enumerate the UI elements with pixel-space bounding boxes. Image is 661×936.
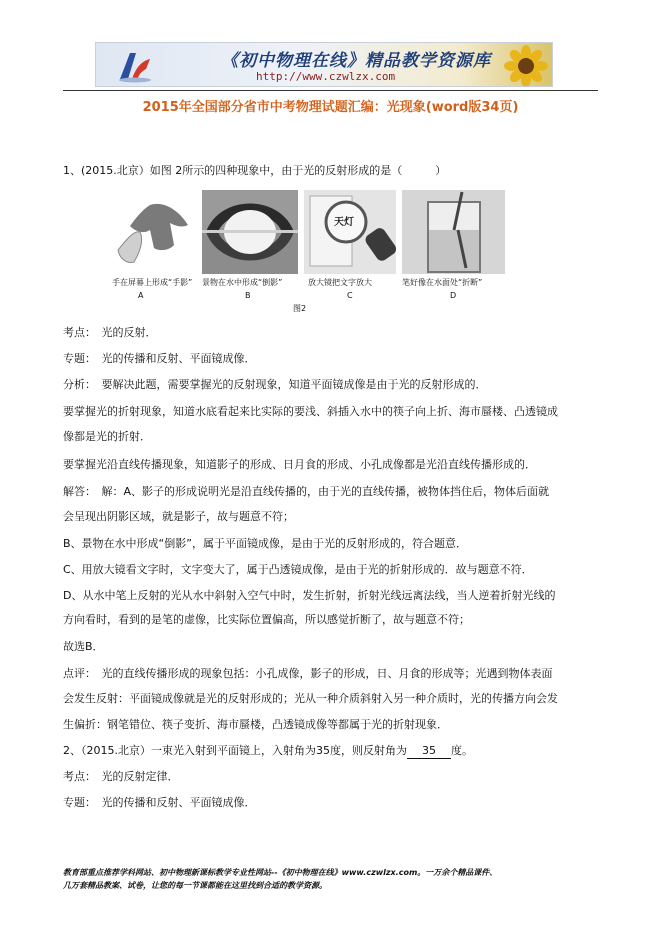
page-footer	[63, 866, 497, 892]
q2-line: 考点： 光的反射定律．	[63, 770, 179, 783]
q1-line: 专题： 光的传播和反射、平面镜成像．	[63, 352, 256, 365]
figure-2-photos	[110, 190, 505, 314]
q1-line: 要掌握光沿直线传播现象，知道影子的形成、日月食的形成、小孔成像都是光沿直线传播形成的．	[63, 458, 536, 471]
q2-answer-blank: 35	[407, 744, 451, 759]
banner-title: 《初中物理在线》精品教学资源库	[221, 51, 491, 71]
photo-d-pencil-in-water	[402, 190, 505, 274]
figure-label: 图2	[293, 304, 307, 313]
header-banner	[95, 42, 553, 87]
q2-stem-before: 2、（2015.北京）一束光入射到平面镜上，入射角为35度，则反射角为	[63, 744, 407, 757]
q1-line: 要掌握光的折射现象，知道水底看起来比实际的要浅、斜插入水中的筷子向上折、海市蜃楼、凸透镜成	[63, 405, 558, 418]
sunflower-icon	[504, 45, 548, 87]
q1-line: B、景物在水中形成“倒影”，属于平面镜成像，是由于光的反射形成的，符合题意．	[63, 537, 467, 550]
caption-b: 景物在水中形成“倒影”	[202, 278, 283, 287]
q1-line: 故选B．	[63, 640, 104, 653]
photo-c-magnifier	[304, 190, 398, 274]
q2-stem-after: 度。	[450, 744, 473, 757]
caption-a: 手在屏幕上形成“手影”	[112, 278, 193, 287]
q1-line: 生偏折：钢笔错位、筷子变折、海市蜃楼，凸透镜成像等都属于光的折射现象．	[63, 718, 448, 731]
q1-line: 分析： 要解决此题，需要掌握光的反射现象，知道平面镜成像是由于光的反射形成的．	[63, 378, 487, 391]
caption-d: 笔好像在水面处“折断”	[402, 278, 483, 287]
q1-line: 会发生反射：平面镜成像就是光的反射形成的；光从一种介质斜射入另一种介质时，光的传播方向会发	[63, 692, 558, 705]
figure-2	[110, 190, 505, 314]
footer-line-1: 教育部重点推荐学科网站、初中物理新课标教学专业性网站--《初中物理在线》www.czwlzx.com。一万余个精品课件、	[63, 868, 498, 877]
q1-line: 解答： 解：A、影子的形成说明光是沿直线传播的，由于光的直线传播，被物体挡住后，物体后面就	[63, 485, 550, 498]
q1-line: 会呈现出阴影区域，就是影子，故与题意不符；	[63, 510, 294, 523]
q1-line: C、用放大镜看文字时，文字变大了，属于凸透镜成像，是由于光的折射形成的．故与题意不符．	[63, 563, 533, 576]
caption-c: 放大镜把文字放大	[308, 278, 372, 287]
letter-b: B	[245, 291, 251, 300]
question-1-stem: 1、(2015.北京）如图 2所示的四种现象中，由于光的反射形成的是（ ）	[63, 164, 447, 177]
q1-line: 像都是光的折射．	[63, 430, 151, 443]
q1-line: 点评： 光的直线传播形成的现象包括：小孔成像，影子的形成，日、月食的形成等；光遇到物体表面	[63, 667, 553, 680]
q1-line: 方向看时，看到的是笔的虚像，比实际位置偏高，所以感觉折断了，故与题意不符；	[63, 613, 470, 626]
photo-c-sign-text: 天灯	[334, 217, 354, 228]
header-rule	[63, 90, 598, 91]
photo-a-hand-shadow	[110, 190, 198, 274]
question-2-stem	[63, 744, 473, 759]
site-logo-icon	[116, 49, 154, 83]
q1-line: 考点： 光的反射．	[63, 326, 157, 339]
photo-b-bridge-reflection	[202, 190, 298, 274]
letter-a: A	[138, 291, 144, 300]
letter-c: C	[347, 291, 353, 300]
footer-line-2: 几万套精品教案、试卷，让您的每一节课都能在这里找到合适的教学资源。	[63, 881, 327, 890]
q2-line: 专题： 光的传播和反射、平面镜成像．	[63, 796, 256, 809]
letter-d: D	[450, 291, 457, 300]
q1-line: D、从水中笔上反射的光从水中斜射入空气中时，发生折射，折射光线远离法线，当人逆着折射光线的	[63, 589, 556, 602]
document-title: 2015年全国部分省市中考物理试题汇编：光现象(word版34页)	[142, 100, 519, 115]
banner-url[interactable]: http://www.czwlzx.com	[256, 70, 396, 83]
